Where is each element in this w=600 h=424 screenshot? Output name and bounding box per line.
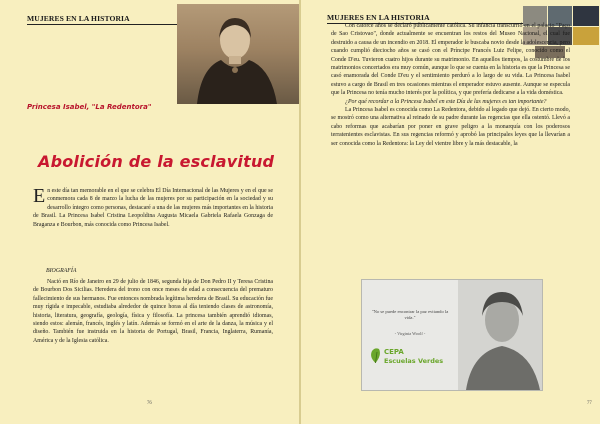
intro-text: n este día tan memorable en el que se celebra El Día Internacional de las Mujeres y en el que se conmemora cada 8 de marzo la lucha de las mujeres por su participación en la sociedad y su desarrollo íntegro como personas, destacaré a una de las mujeres más importantes en la historia de Brasil. La Princesa Isabel Cristina Leopoldina Augusta Micaela Gabriela Rafaela Gonzaga de Braganza e Bourbon, más conocida como Princesa Isabel. xyxy=(33,188,273,228)
brand-name: CEPA xyxy=(384,348,404,356)
page-header: MUJERES EN LA HISTORIA xyxy=(327,13,430,22)
right-page-text xyxy=(331,22,570,148)
page-number: 77 xyxy=(587,401,592,406)
photo-caption: Princesa Isabel, "La Redentora" xyxy=(27,103,152,111)
page-number: 76 xyxy=(147,401,152,406)
brand-tagline: Escuelas Verdes xyxy=(384,357,444,365)
leaf-logo-icon xyxy=(369,347,382,364)
collage-tile xyxy=(573,27,599,45)
header-rule xyxy=(27,24,177,25)
biography-heading: BIOGRAFÍA xyxy=(46,268,77,274)
quote-text: "No se puede encontrar la paz evitando la vida." xyxy=(371,309,449,320)
paragraph-1: Con catorce años se declaró públicamente católica. Su infancia transcurrió en el palacio "Paço de Sao Cristovao", donde actualmente se encuentran los restos del Museo Nacional, el cual fue destruido a causa de un incendio en 2018. El emperador le buscaba novio desde la adolescencia, pero cuando cumplió dieciocho años se casó con el Príncipe Francés Luiz Felipe, conocido como el Conde D'eu. Tuvieron cuatro hijos durante su matrimonio. En aquellos tiempos, la costumbre de los matrimonios concertados era muy común, aunque lo que se cuenta en la historia es que la Princesa se casó enamorada del Conde D'eu y el sentimiento perduró a lo largo de su vida. La Princesa Isabel estuvo a cargo de Brasil en tres ocasiones mientras el emperador estuvo ausente. Aunque se especula que la Princesa no tenía mucho interés por la política, y que prefería dedicarse a la vida doméstica. xyxy=(331,23,570,97)
section-title: Abolición de la esclavitud xyxy=(38,152,275,171)
drop-cap: E xyxy=(33,185,46,207)
intro-paragraph xyxy=(33,187,273,229)
right-page xyxy=(301,0,600,424)
page-header: MUJERES EN LA HISTORIA xyxy=(27,14,130,23)
portrait-illustration xyxy=(177,4,299,104)
left-page xyxy=(0,0,299,424)
biography-paragraph xyxy=(33,278,273,345)
princess-portrait-photo xyxy=(177,4,299,104)
question-heading: ¿Por qué recordar a la Princesa Isabel en este Día de las mujeres es tan importante? xyxy=(345,98,547,105)
paragraph-2: La Princesa Isabel es conocida como La Redentora, debido al legado que dejó. En cierto modo, se mostró como una alternativa al reinado de su padre durante las regencias que ella ostentó. Llevó a cabo reformas que acabarían por poner en grave peligro a la monarquía con los poderosos terratenientes esclavistas. En sus regencias reformó y aprobó las principales leyes que la llevarían a ser conocida como la Redentora: la Ley del vientre libre y la más destacable, la xyxy=(331,107,570,147)
quote-author: - Virginia Woolf - xyxy=(394,331,426,336)
biography-text: Nació en Río de Janeiro en 29 de julio de 1846, segunda hija de Don Pedro II y Teresa Cristina de Bourbon Dos Sicilias. Heredera del trono con once meses de edad a consecuencia del prematuro fallecimiento de sus hermanos. Fue entonces nombrada legítima heredera de Brasil. Su educación fue muy rígida e impecable, estudiaba alrededor de quince horas al día teniendo clases de astronomía, historia, literatura, geografía, geología, física y filosofía. La princesa también aprendió idiomas, siendo estos: alemán, francés, inglés y latín. Además se formó en el arte de la danza, la música y el diseño. También fue instruida en la historia de Portugal, Brasil, Francia, Inglaterra, Rumanía, América y de la Iglesia católica. xyxy=(33,279,273,344)
collage-tile xyxy=(573,6,599,26)
quote-card xyxy=(361,279,543,391)
